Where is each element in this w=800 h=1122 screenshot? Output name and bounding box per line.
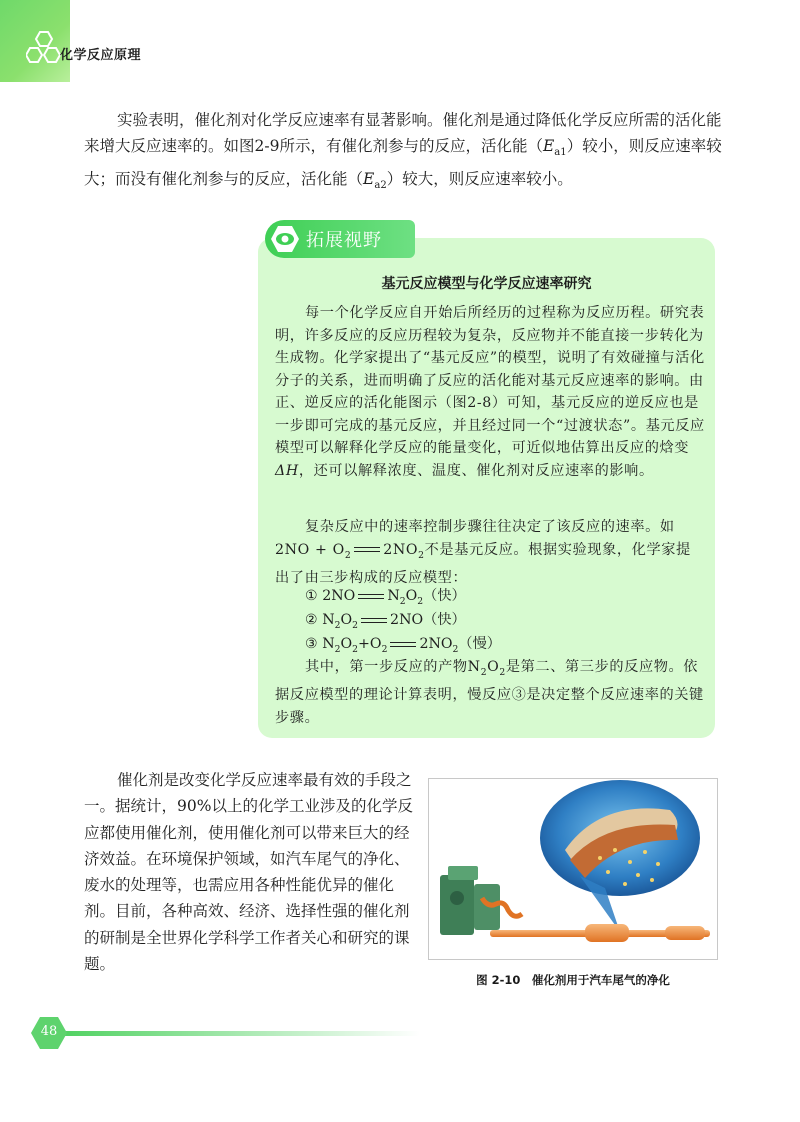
equals-sign xyxy=(390,642,416,647)
reaction-step-2: ② $N_2O_2$ 2NO（快） xyxy=(305,612,466,631)
extension-title: 基元反应模型与化学反应速率研究 xyxy=(381,276,592,292)
eye-icon xyxy=(270,224,300,254)
extension-paragraph-2: 复杂反应中的速率控制步骤往往决定了该反应的速率。如$2NO + O_2$ $2NO_2$不是基元反应。根据实验现象，化学家提出了由三步构成的反应模型： xyxy=(275,519,691,586)
equals-sign xyxy=(354,547,380,552)
header-title: 化学反应原理 xyxy=(60,48,142,63)
extension-tab-label: 拓展视野 xyxy=(306,230,382,251)
intro-paragraph: 实验表明，催化剂对化学反应速率有显著影响。催化剂是通过降低化学反应所需的活化能来增大反应速率的。如图2-9所示，有催化剂参与的反应，活化能$(E_{a1})$较小，则反应速率较大；而没有催化剂参与的反应，活化能$(E_{a2})$较大，则反应速率较小。 xyxy=(84,111,722,192)
reaction-step-3: ③ $N_2O_2+O_2$ $2NO_2$（慢） xyxy=(305,636,501,655)
footer-rule xyxy=(60,1031,420,1036)
page-number: 48 xyxy=(40,1024,58,1039)
equals-sign xyxy=(361,618,387,623)
reaction-step-1: ① 2NO $N_2O_2$（快） xyxy=(305,588,466,607)
extension-paragraph-3: 其中，第一步反应的产物$N_2O_2$是第二、第三步的反应物。依据反应模型的理论计算表明，慢反应③是决定整个反应速率的关键步骤。 xyxy=(275,659,704,726)
figure-caption: 图 2-10 催化剂用于汽车尾气的净化 xyxy=(476,973,670,987)
catalyst-paragraph: 催化剂是改变化学反应速率最有效的手段之一。据统计，90%以上的化学工业涉及的化学反应都使用催化剂，使用催化剂可以带来巨大的经济效益。在环境保护领域，如汽车尾气的净化、废水的处理等，也需应用各种性能优异的催化剂。目前，各种高效、经济、选择性强的催化剂的研制是全世界化学科学工作者关心和研究的课题。 xyxy=(84,771,413,974)
extension-paragraph-1: 每一个化学反应自开始后所经历的过程称为反应历程。研究表明，许多反应的反应历程较为复杂，反应物并不能直接一步转化为生成物。化学家提出了“基元反应”的模型，说明了有效碰撞与活化分子的关系，进而明确了反应的活化能对基元反应速率的影响。由正、逆反应的活化能图示（图2-8）可知，基元反应的逆反应也是一步即可完成的基元反应，并且经过同一个“过渡状态”。基元反应模型可以解释化学反应的能量变化，可近似地估算出反应的焓变ΔH，还可以解释浓度、温度、催化剂对反应速率的影响。 xyxy=(275,305,705,479)
catalytic-converter-illustration xyxy=(430,780,716,958)
equals-sign xyxy=(358,594,384,599)
